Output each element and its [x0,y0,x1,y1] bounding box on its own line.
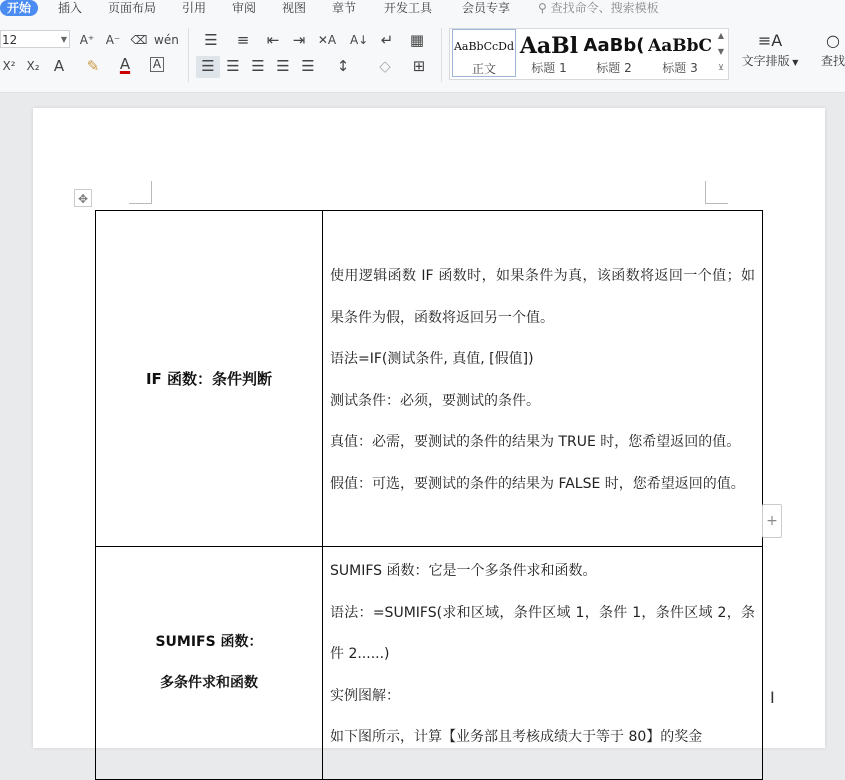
tab-review[interactable]: 审阅 [232,1,257,15]
ribbon [0,0,845,93]
distributed-align-icon[interactable]: ☰ [301,57,315,75]
expand-gallery-icon[interactable]: ⊻ [718,63,724,72]
table-borders-icon[interactable]: ▦ [409,31,425,49]
paragraph: 语法=IF(测试条件, 真值, [假值]) [330,351,534,367]
table-move-handle[interactable]: ✥ [74,189,92,207]
tab-developer[interactable]: 开发工具 [384,1,433,15]
character-border-icon[interactable]: A [150,57,164,72]
text-effect-icon[interactable]: A [53,57,65,75]
margin-corner-mark [705,181,728,204]
function-table [95,210,763,780]
style-label: 标题 3 [662,61,698,75]
text-layout-icon: ≡A [757,31,783,50]
tab-home[interactable]: 开始 [0,0,38,16]
border-icon[interactable]: ⊞ [412,57,426,75]
paragraph: 真值：必需，要测试的条件的结果为 TRUE 时，您希望返回的值。 [330,434,741,450]
paragraph: 语法：=SUMIFS(求和区域，条件区域 1，条件 1，条件区域 2，条件 2......) [330,604,755,662]
grow-font-icon[interactable]: A⁺ [79,33,95,47]
command-search[interactable] [538,0,659,16]
tab-insert[interactable]: 插入 [58,1,83,15]
text-cursor-icon: I [770,688,775,707]
table-row [96,547,763,780]
style-preview: AaBb( [583,35,645,56]
shading-icon[interactable]: ◇ [379,57,391,75]
find-icon: ○ [826,31,840,50]
style-label: 标题 1 [531,61,567,75]
divider [441,28,442,82]
title-line: 多条件求和函数 [160,675,258,691]
tab-chapter[interactable]: 章节 [332,1,357,15]
styles-gallery [449,28,729,80]
tab-page-layout[interactable]: 页面布局 [108,1,157,15]
paragraph: 实例图解： [330,687,400,704]
style-preview: AaBbC [648,36,712,56]
indent-icon[interactable]: ⇥ [292,31,306,49]
outdent-icon[interactable]: ⇤ [266,31,280,49]
chevron-down-icon: ▼ [60,35,67,44]
highlight-icon[interactable]: ✎ [86,57,100,75]
phonetic-guide-icon[interactable]: wén [154,33,179,47]
table-row [96,211,763,547]
chinese-layout-icon[interactable]: ✕A [317,33,337,47]
style-normal[interactable] [452,29,516,77]
paragraph: 假值：可选，要测试的条件的结果为 FALSE 时，您希望返回的值。 [330,475,745,492]
title-line: SUMIFS 函数： [155,634,263,650]
ribbon-tabs [0,0,845,16]
divider [188,28,189,82]
style-preview: AaBbCcDd [453,40,515,53]
paragraph: 使用逻辑函数 IF 函数时，如果条件为真，该函数将返回一个值；如果条件为假，函数将返回另一个值。 [330,268,755,326]
chevron-down-icon: ▼ [789,58,799,67]
table-cell-content[interactable] [323,547,763,780]
style-label: 标题 2 [596,61,632,75]
paragraph: SUMIFS 函数：它是一个多条件求和函数。 [330,563,597,579]
justify-icon[interactable]: ☰ [276,57,290,75]
tab-member[interactable]: 会员专享 [462,1,511,15]
table-cell-title[interactable]: IF 函数：条件判断 [96,211,323,547]
text-layout-label: 文字排版 [741,54,790,68]
tab-view[interactable]: 视图 [282,1,307,15]
shrink-font-icon[interactable]: A⁻ [105,33,121,47]
find-replace-button[interactable] [818,30,845,69]
align-center-icon[interactable]: ☰ [226,57,240,75]
text-layout-button[interactable] [740,30,800,69]
search-icon: ⚲ [538,1,551,15]
chevron-down-icon[interactable]: ▼ [717,47,725,56]
table-cell-content[interactable] [323,211,763,547]
tab-references[interactable]: 引用 [182,1,207,15]
paragraph: 如下图所示，计算【业务部且考核成绩大于等于 80】的奖金 [330,729,703,745]
style-heading-2[interactable] [582,29,646,77]
align-left-icon[interactable]: ☰ [201,57,215,75]
chevron-up-icon[interactable]: ▲ [717,31,725,40]
subscript-icon[interactable]: X₂ [26,59,40,73]
style-label: 正文 [471,62,496,76]
superscript-icon[interactable]: X² [2,59,16,73]
align-right-icon[interactable]: ☰ [251,57,265,75]
font-size-value: 12 [2,33,18,47]
style-preview: AaBl [519,33,579,59]
font-color-icon[interactable]: A [119,55,131,73]
clear-format-icon[interactable]: ⌫ [130,33,148,47]
show-marks-icon[interactable]: ↵ [380,31,394,49]
sort-icon[interactable]: A↓ [350,33,369,47]
search-placeholder: 查找命令、搜索模板 [550,1,659,15]
numbered-list-icon[interactable]: ≡ [236,31,250,49]
bullet-list-icon[interactable]: ☰ [204,31,218,49]
font-size-select[interactable] [0,30,70,48]
add-row-button[interactable]: + [762,504,782,538]
find-replace-label: 查找 [820,54,845,68]
line-spacing-icon[interactable]: ↕ [336,57,350,75]
paragraph: 测试条件：必须，要测试的条件。 [330,392,540,409]
style-heading-3[interactable] [648,29,712,77]
style-heading-1[interactable] [518,29,580,77]
margin-corner-mark [129,181,152,204]
table-cell-title[interactable] [96,547,323,780]
